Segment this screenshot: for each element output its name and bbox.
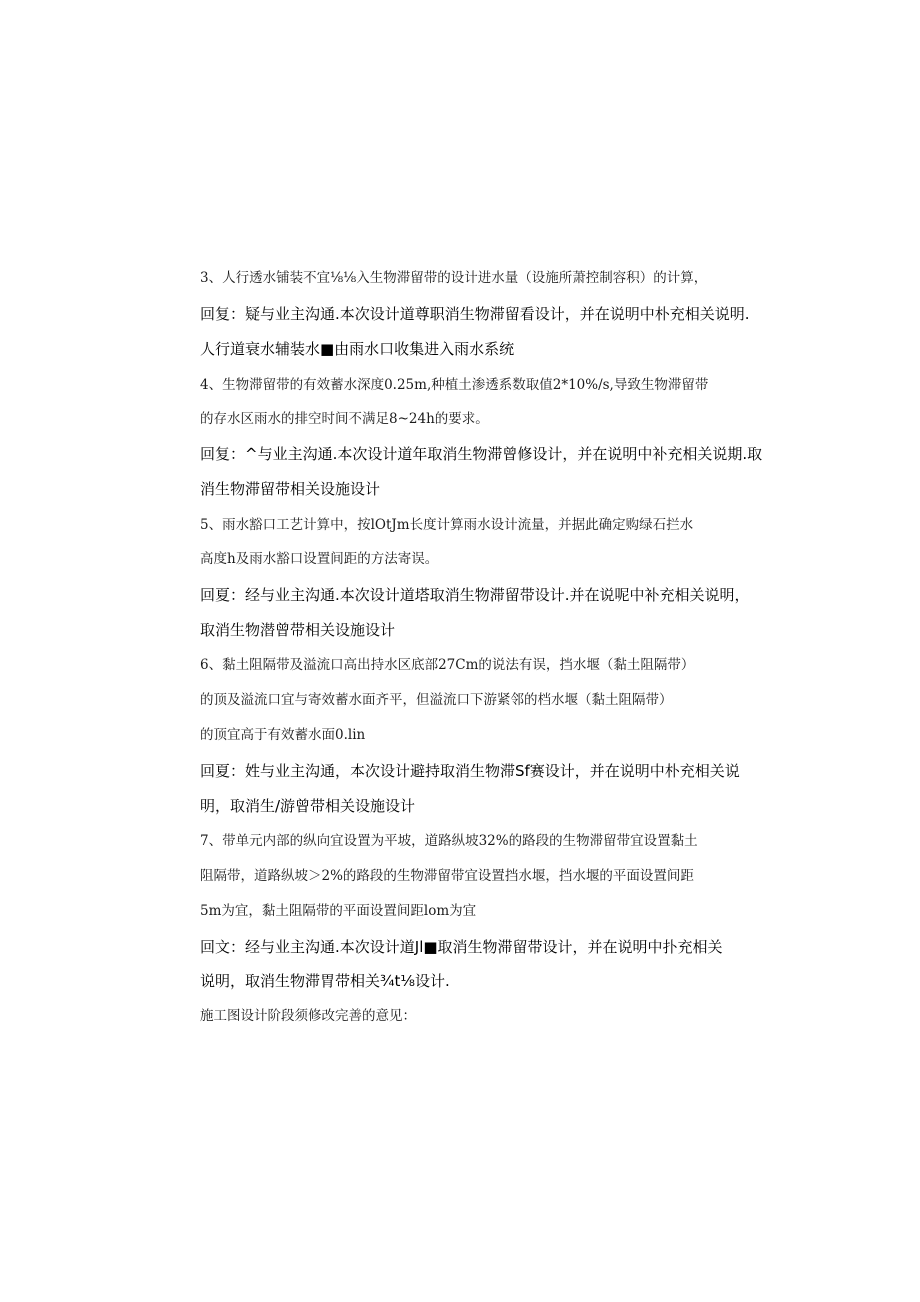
reply-line: 取消生物潜曾带相关设施设计 (200, 621, 396, 639)
reply-line: 回夏：经与业主沟通.本次设计道塔取消生物滞留带设计.并在说呢中补充相关说明， (200, 586, 750, 604)
comment-line: 5m为宜，黏土阻隔带的平面设置间距lom为宜 (200, 903, 477, 919)
reply-line: 明，取消生/游曾带相关设施设计 (200, 797, 416, 815)
reply-line: 回夏：姓与业主沟通，本次设计避持取消生物滞Sf赛设计，并在说明中朴充相关说 (200, 762, 740, 780)
comment-line: 5、雨水豁口工艺计算中，按lOtJm长度计算雨水设计流量，并据此确定购绿石拦水 (200, 517, 694, 533)
comment-line: 的存水区雨水的排空时间不满足8~24h的要求。 (200, 411, 489, 427)
comment-line: 的顶宜高于有效蓄水面0.lin (200, 727, 366, 743)
comment-line: 7、带单元内部的纵向宜设置为平坡，道路纵坡32%的路段的生物滞留带宜设置黏土 (200, 833, 698, 849)
comment-line: 高度h及雨水豁口设置间距的方法寄误。 (200, 551, 439, 567)
reply-line: 回复：^与业主沟通.本次设计道年取消生物滞曾修设计，并在说明中补充相关说期.取 (200, 445, 763, 463)
comment-line: 6、黏土阻隔带及溢流口高出持水区底部27Cm的说法有误，挡水堰（黏土阻隔带） (200, 657, 695, 673)
reply-line: 人行道衰水辅装水■由雨水口收集进入雨水系统 (200, 340, 515, 358)
comment-line: 阻隔带，道路纵坡＞2%的路段的生物滞留带宜设置挡水堰，挡水堰的平面设置间距 (200, 868, 694, 884)
comment-line: 施工图设计阶段须修改完善的意见： (200, 1008, 416, 1024)
reply-line: 说明，取消生物滞胃带相关¾t⅛设计. (200, 972, 450, 990)
comment-line: 4、生物滞留带的有效蓄水深度0.25m,种植土渗透系数取值2*10%/s,导致生物滞留带 (200, 377, 709, 393)
reply-line: 回复：疑与业主沟通.本次设计道尊职消生物滞留看设计，并在说明中朴充相关说明. (200, 305, 750, 323)
reply-line: 消生物滞留带相关设施设计 (200, 480, 381, 498)
comment-line: 3、人行透水铺装不宜⅛⅛入生物滞留带的设计进水量（设施所萧控制容积）的计算， (200, 270, 708, 286)
reply-line: 回文：经与业主沟通.本次设计道Jl■取消生物滞留带设计，并在说明中扑充相关 (200, 938, 723, 956)
comment-line: 的顶及溢流口宜与寄效蓄水面齐平，但溢流口下游紧邻的档水堰（黏土阻隔带） (200, 692, 673, 708)
